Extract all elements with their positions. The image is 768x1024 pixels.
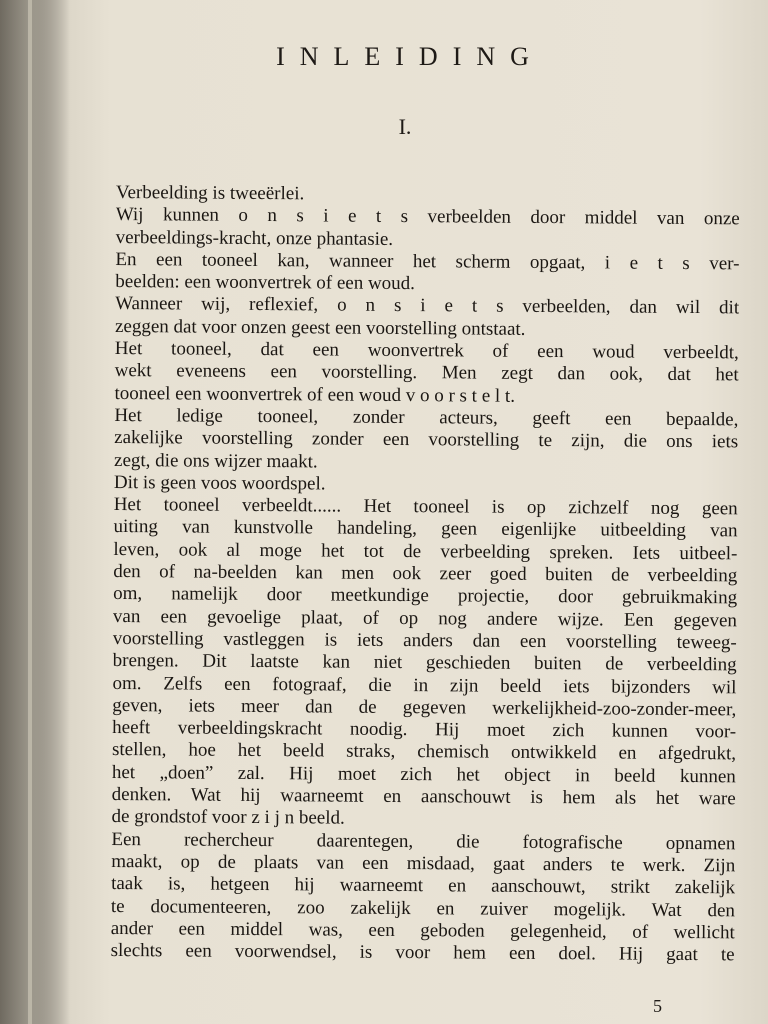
text-line: leven, ook al moge het tot de verbeelding spreken. Iets uitbeel- [113, 538, 738, 565]
text-line: te documenteeren, zoo zakelijk en zuiver mogelijk. Wat den [110, 895, 736, 921]
text-line: om. Zelfs een fotograaf, die in zijn beeld iets bijzonders wil [112, 672, 737, 698]
text-line: het „doen” zal. Hij moet zich het object in beeld kunnen [111, 761, 736, 788]
text-line: Het tooneel verbeeldt...... Het tooneel is op zichzelf nog geen [113, 494, 738, 520]
text-line: voorstelling vastleggen is iets anders dan een voorstelling teweeg- [112, 627, 737, 654]
text-line: brengen. Dit laatste kan niet geschieden buiten de verbeelding [112, 650, 737, 676]
text-line: wekt eveneens een voorstelling. Men zegt dan ook, dat het [114, 360, 739, 386]
text-line: beelden: een woonvertrek of een woud. [115, 271, 416, 295]
text-line: heeft verbeeldingskracht noodig. Hij moet zich kunnen voor- [112, 717, 737, 743]
text-line: tooneel een woonvertrek of een woud v o o r s t e l t. [114, 382, 516, 407]
text-line: om, namelijk door meetkundige projectie, door gebruikmaking [113, 583, 738, 609]
section-number: I. [398, 114, 412, 139]
text-line: maakt, op de plaats van een misdaad, gaat anders te werk. Zijn [111, 850, 736, 877]
text-line: geven, iets meer dan de gegeven werkelijkheid-zoo-zonder-meer, [112, 694, 737, 721]
book-page [60, 0, 768, 1024]
chapter-heading: INLEIDING [276, 42, 544, 71]
text-line: verbeeldings-kracht, onze phantasie. [115, 226, 394, 250]
text-line: slechts een voorwendsel, is voor hem een doel. Hij gaat te [110, 940, 735, 966]
text-line: Wij kunnen o n s i e t s verbeelden door middel van onze [115, 204, 740, 230]
text-line: Het tooneel, dat een woonvertrek of een woud verbeeldt, [114, 338, 739, 364]
text-line: zegt, die ons wijzer maakt. [113, 449, 318, 472]
text-line: den of na-beelden kan men ook zeer goed buiten de verbeelding [113, 561, 738, 587]
text-line: Dit is geen voos woordspel. [113, 471, 326, 495]
text-line: Een rechercheur daarentegen, die fotografische opnamen [111, 828, 736, 854]
page-number: 5 [653, 996, 662, 1016]
text-line: stellen, hoe het beeld straks, chemisch ontwikkeld en afgedrukt, [111, 739, 737, 765]
text-line: uiting van kunstvolle handeling, geen eigenlijke uitbeelding van [113, 516, 738, 542]
text-line: Het ledige tooneel, zonder acteurs, geeft een bepaalde, [114, 404, 739, 431]
text-line: denken. Wat hij waarneemt en aanschouwt is hem als het ware [111, 784, 736, 810]
text-line: zakelijke voorstelling zonder een voorstelling te zijn, die ons iets [114, 427, 739, 453]
text-line: Verbeelding is tweeërlei. [115, 182, 305, 205]
text-line: de grondstof voor z i j n beeld. [111, 806, 345, 829]
previous-page-edge [28, 0, 32, 1024]
text-line: ander een middel was, een geboden gelegenheid, of wellicht [110, 917, 735, 944]
text-line: taak is, hetgeen hij waarneemt en aanschouwt, strikt zakelijk [111, 873, 736, 899]
body-text [111, 182, 740, 967]
text-line: van een gevoelige plaat, of op nog andere wijze. Een gegeven [112, 605, 738, 631]
text-line: Wanneer wij, reflexief, o n s i e t s verbeelden, dan wil dit [115, 293, 740, 319]
text-line: En een tooneel kan, wanneer het scherm opgaat, i e t s ver- [115, 248, 740, 275]
text-line: zeggen dat voor onzen geest een voorstelling ontstaat. [114, 315, 526, 340]
